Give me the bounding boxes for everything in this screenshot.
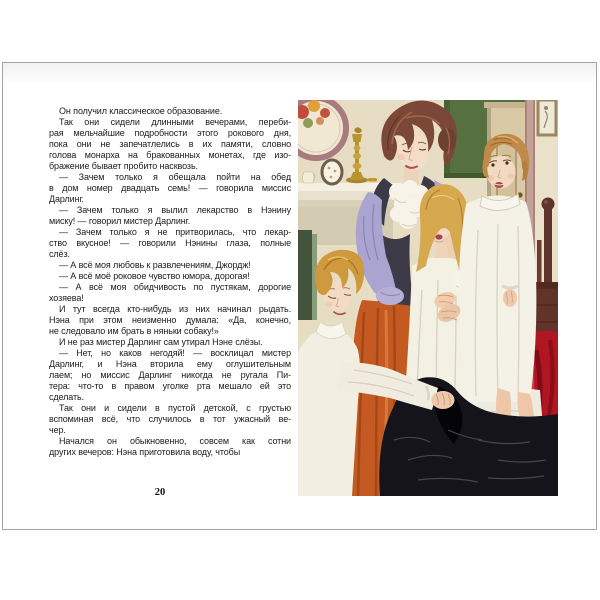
text-line: Начался он обыкновенно, совсем как сотни xyxy=(59,436,291,446)
text-line: Он получил классическое образование. xyxy=(59,106,223,116)
nursery-illustration xyxy=(298,100,558,496)
text-line: рая мельчайшие подробности этого рокового дня, xyxy=(49,128,291,138)
text-line: И тут всегда кто-нибудь из них начинал рыдать. xyxy=(59,304,291,314)
text-line: ство вкусное! — говорили Нэнины глаза, полные xyxy=(49,238,291,248)
nursery-painting xyxy=(298,100,558,496)
text-line: тера: что-то в правом уголке рта мешало ей это xyxy=(49,381,291,391)
text-line: — А всё моя обидчивость по пустякам, дорогие xyxy=(59,282,291,292)
text-line: в дом номер двадцать семь! — говорила миссис xyxy=(49,183,291,193)
text-line: других вечеров: Нэна приготовила воду, чтобы xyxy=(49,447,241,457)
text-line: вспоминая всё, что случилось в тот ужасный ве- xyxy=(49,414,291,424)
text-line: — А всё моя любовь к развлечениям, Джордж! xyxy=(59,260,251,270)
wall-mirror xyxy=(298,100,346,158)
text-line: И не раз мистер Дарлинг сам утирал Нэне слёзы. xyxy=(59,337,263,347)
text-line: бражение бывает пробито насквозь. xyxy=(49,161,198,171)
text-line: хозяева! xyxy=(49,293,84,303)
text-line: Дарлинг, и Нэна вторила ему оглушительным xyxy=(49,359,291,369)
text-line: — Зачем только я вылил лекарство в Нэнину xyxy=(59,205,291,215)
text-line: миску! — говорил мистер Дарлинг. xyxy=(49,216,191,226)
text-line: слёз. xyxy=(49,249,70,259)
text-line: голова монарха на бракованных монетах, где изо- xyxy=(49,150,291,160)
text-line: чер. xyxy=(49,425,66,435)
text-line: — Зачем только я не притворилась, что лекар- xyxy=(59,227,291,237)
framed-picture xyxy=(538,100,556,135)
text-line: Дарлинг. xyxy=(49,194,84,204)
text-line: пока они не запечатлелись в их памяти, словно xyxy=(49,139,291,149)
text-line: — Зачем только я обещала пойти на обед xyxy=(59,172,291,182)
page-number: 20 xyxy=(154,487,166,498)
text-line: — А всё моё роковое чувство юмора, дорогая! xyxy=(59,271,250,281)
text-line: Так они сидели длинными вечерами, переби- xyxy=(59,117,291,127)
book-spread xyxy=(2,62,597,530)
text-line: Нэна при этом неизменно думала: «Да, конечно, xyxy=(49,315,291,325)
text-line: лаем; но миссис Дарлинг никогда не ругала Пи- xyxy=(49,370,291,380)
text-line: Так они и сидели в пустой детской, с грустью xyxy=(59,403,291,413)
text-line: не следовало им брать в няньки собаку!» xyxy=(49,326,219,336)
text-line: сделать. xyxy=(49,392,85,402)
text-block xyxy=(49,106,291,458)
text-line: — Нет, но каков негодяй! — восклицал мистер xyxy=(59,348,291,358)
